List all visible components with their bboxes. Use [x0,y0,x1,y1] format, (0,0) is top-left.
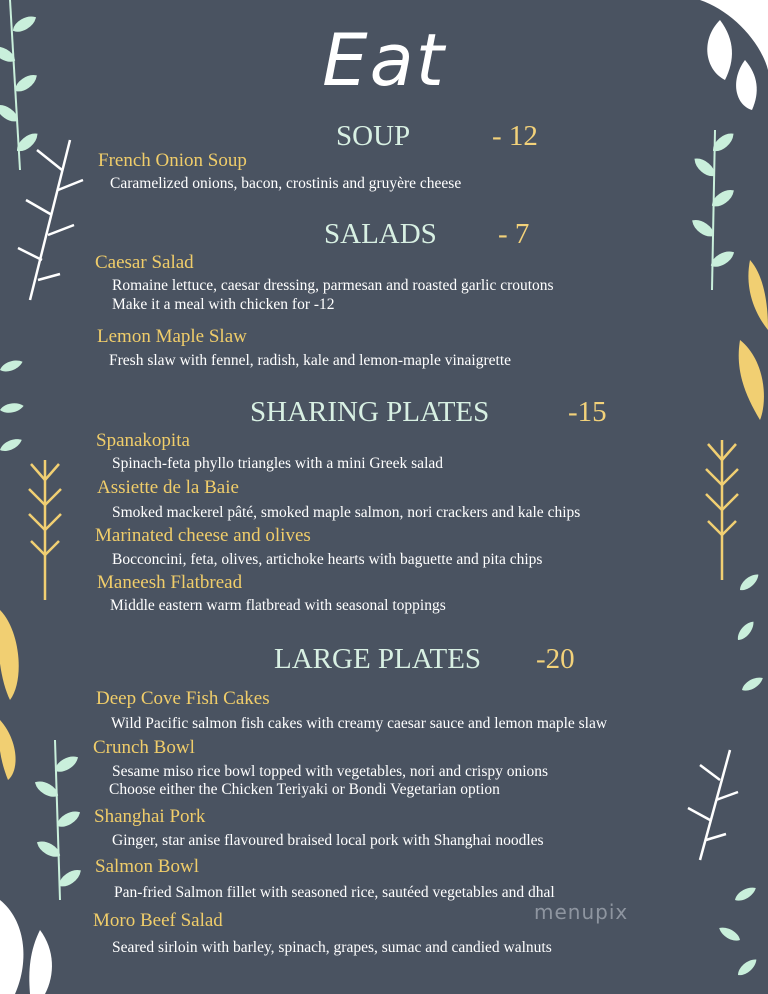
mint-leaf-bottom-right-icon [717,884,759,978]
item-description: Romaine lettuce, caesar dressing, parmesan and roasted garlic croutons [112,277,554,294]
item-name: Marinated cheese and olives [95,525,311,546]
item-name: Salmon Bowl [95,856,199,877]
section-title-salads: SALADS [324,218,437,250]
section-title-sharing-plates: SHARING PLATES [250,396,490,428]
item-description: Wild Pacific salmon fish cakes with creamy caesar sauce and lemon maple slaw [111,715,608,732]
section-title-soup: SOUP [336,120,411,152]
item-description: Sesame miso rice bowl topped with vegetables, nori and crispy onions [112,763,549,780]
item-description: Choose either the Chicken Teriyaki or Bondi Vegetarian option [109,781,500,798]
item-description: Ginger, star anise flavoured braised local pork with Shanghai noodles [112,832,544,849]
item-name: Maneesh Flatbread [97,572,243,593]
item-description: Fresh slaw with fennel, radish, kale and lemon-maple vinaigrette [109,352,512,369]
mint-leaf-branch-bottom-left-icon [34,740,82,900]
section-title-large-plates: LARGE PLATES [274,643,482,675]
section-price-large-plates: -20 [536,643,575,675]
item-description: Pan-fried Salmon fillet with seasoned rice, sautéed vegetables and dhal [114,884,555,901]
gold-leaf-left-icon [0,610,19,780]
item-description: Make it a meal with chicken for -12 [112,296,335,313]
item-description: Middle eastern warm flatbread with seasonal toppings [110,597,446,614]
gold-wheat-left-icon [29,460,61,600]
mint-leaf-branch-left-icon [0,358,24,455]
item-description: Caramelized onions, bacon, crostinis and gruyère cheese [110,175,462,192]
item-description: Bocconcini, feta, olives, artichoke hearts with baguette and pita chips [112,551,543,568]
item-description: Spinach-feta phyllo triangles with a mini Greek salad [112,455,444,472]
item-name: Assiette de la Baie [97,477,239,498]
item-name: Shanghai Pork [94,806,206,827]
white-leaf-branch-right-icon [688,750,738,860]
item-description: Seared sirloin with barley, spinach, grapes, sumac and candied walnuts [112,939,552,956]
item-name: Lemon Maple Slaw [97,326,247,347]
menu-title: Eat [322,18,446,102]
item-name: Spanakopita [96,430,190,451]
item-name: Crunch Bowl [93,737,195,758]
item-description: Smoked mackerel pâté, smoked maple salmon, nori crackers and kale chips [112,504,581,521]
white-leaf-bottom-left-icon [0,900,52,994]
section-price-sharing-plates: -15 [568,396,607,428]
section-price-soup: - 12 [492,120,538,152]
mint-leaf-branch-right-icon [691,130,736,290]
section-price-salads: - 7 [498,218,530,250]
item-name: Moro Beef Salad [93,910,223,931]
gold-leaf-right-icon [739,260,768,420]
item-name: French Onion Soup [98,150,247,171]
item-name: Deep Cove Fish Cakes [96,688,270,709]
white-leaf-branch-left-icon [18,140,83,300]
watermark: menupix [534,900,629,924]
item-name: Caesar Salad [95,252,194,273]
mint-leaf-right-icon [735,571,765,694]
gold-wheat-right-icon [706,440,738,580]
